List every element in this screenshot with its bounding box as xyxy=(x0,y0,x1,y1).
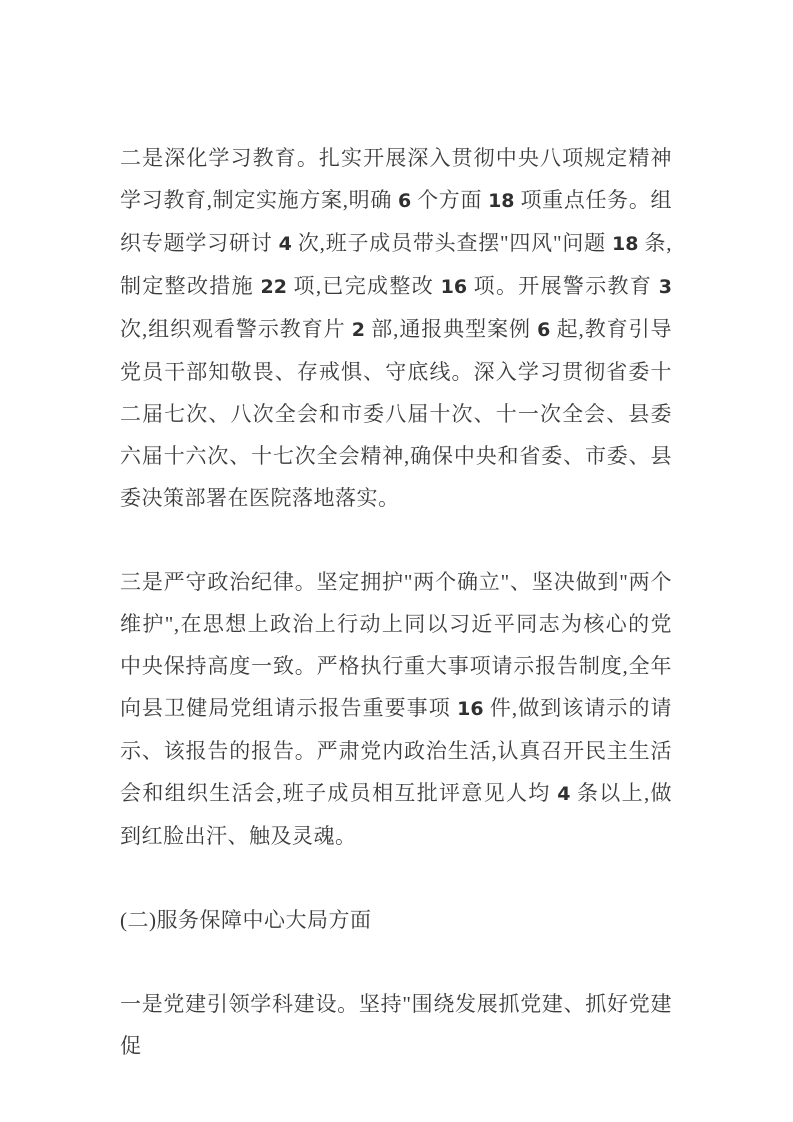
paragraph-party-building: 一是党建引领学科建设。坚持"围绕发展抓党建、抓好党建促 xyxy=(120,992,672,1058)
paragraph-study-education: 二是深化学习教育。扎实开展深入贯彻中央八项规定精神学习教育,制定实施方案,明确 6 个方面 18 项重点任务。组织专题学习研讨 4 次,班子成员带头查摆"四风"问题 18 条,制定整改措施 22 项,已完成整改 16 项。开展警示教育 3 次,组织观看警示教育片 2 部,通报典型案例 6 起,教育引导党员干部知敬畏、存戒惧、守底线。深入学习贯彻省委十二届七次、八次全会和市委八届十次、十一次全会、县委六届十六次、十七次全会精神,确保中央和省委、市委、县委决策部署在医院落地落实。 xyxy=(120,146,673,510)
paragraph-political-discipline: 三是严守政治纪律。坚定拥护"两个确立"、坚决做到"两个维护",在思想上政治上行动上同以习近平同志为核心的党中央保持高度一致。严格执行重大事项请示报告制度,全年向县卫健局党组请示报告重要事项 16 件,做到该请示的请示、该报告的报告。严肃党内政治生活,认真召开民主生活会和组织生活会,班子成员相互批评意见人均 4 条以上,做到红脸出汗、触及灵魂。 xyxy=(120,570,673,848)
section-heading-service-guarantee: (二)服务保障中心大局方面 xyxy=(120,908,372,932)
